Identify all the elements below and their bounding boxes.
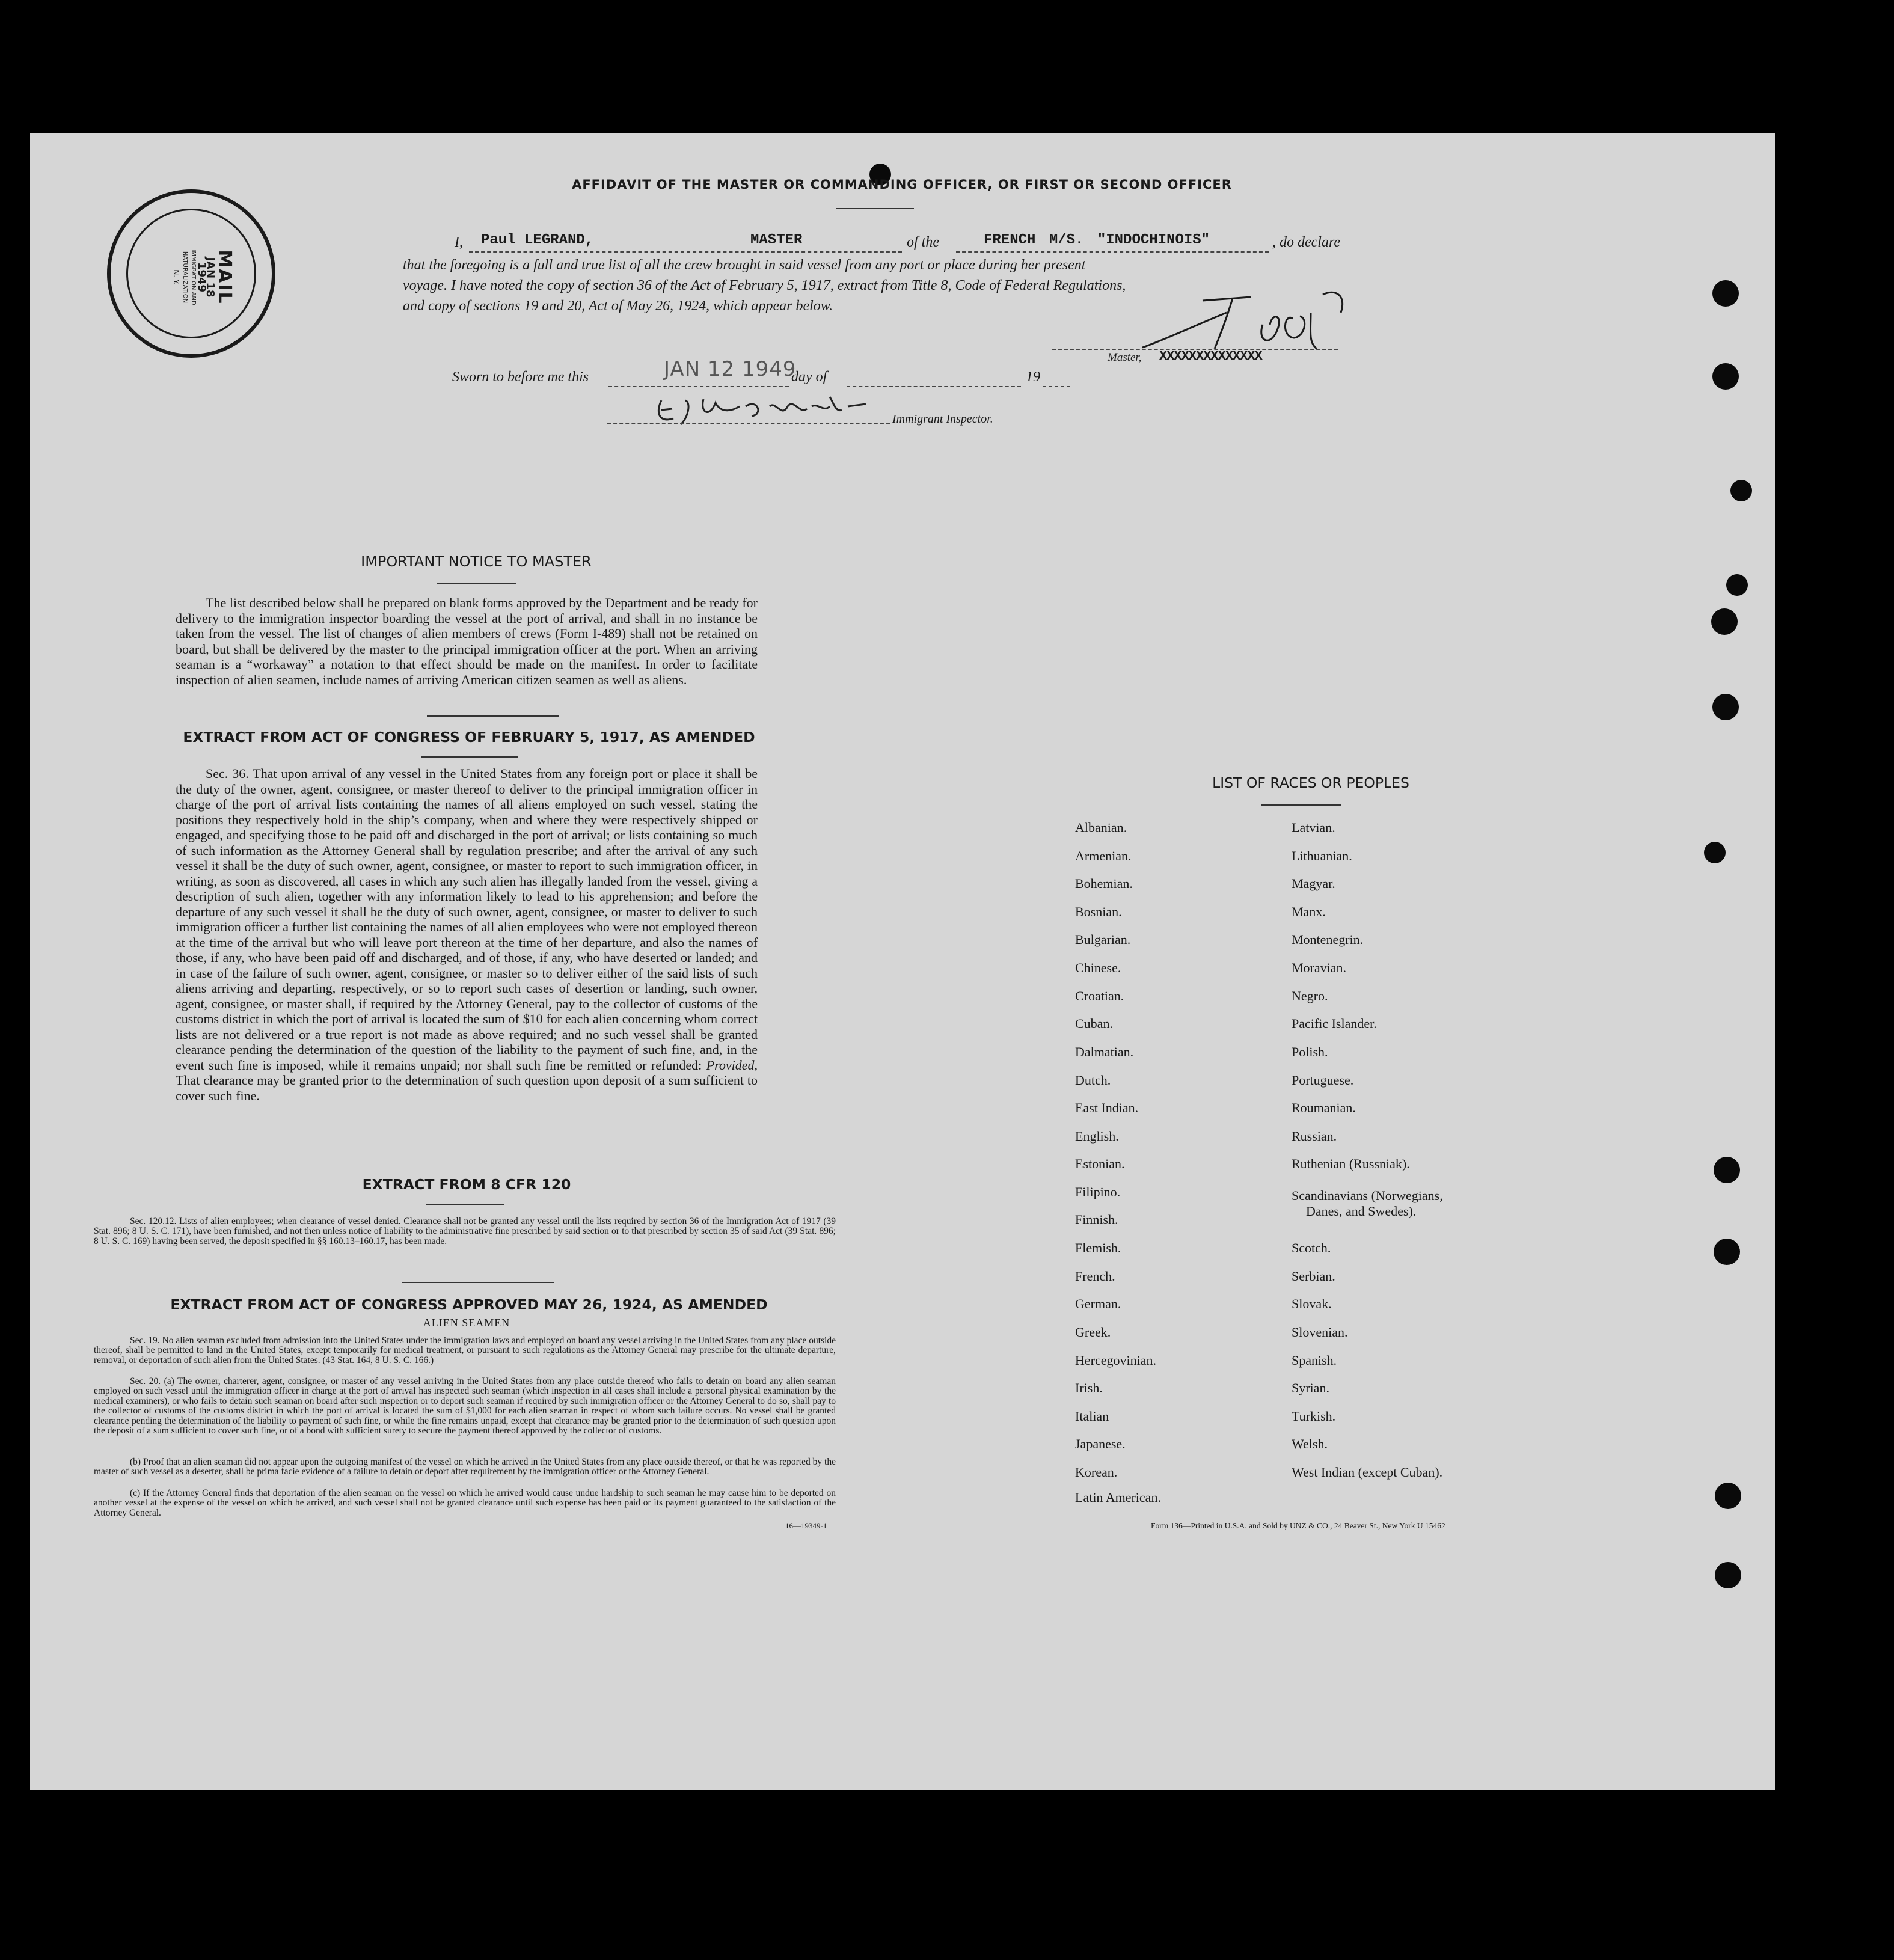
notice-body: The list described below shall be prepared on blank forms approved by the Department and be ready for delivery to the immigration inspector boarding the vessel at the port of arrival, and shall in no instance be taken from the vessel. The list of changes of alien members of crews (Form I-489) shall not be retained on board, but shall be delivered by the master to the principal immigration officer at the port. When an arriving seaman is a “workaway” a notation to that effect should be made on the manifest. In order to facilitate inspection of alien seamen, include names of arriving American citizen seamen as well as aliens. <box>176 595 758 687</box>
extract-1924-sec20b: (b) Proof that an alien seaman did not appear upon the outgoing manifest of the vessel on which he arrived in the United States from any place outside thereof, or that he was reported by the master of such vessel as a deserter, shall be prima facie evidence of a failure to detain or deport after requirement by the immigration officer or the Attorney General. <box>94 1457 836 1477</box>
extract-1917-body <box>176 766 758 1103</box>
race-item: Lithuanian. <box>1292 848 1352 863</box>
race-item: Dutch. <box>1075 1073 1111 1088</box>
punch-hole <box>1711 608 1738 635</box>
extract-cfr-title: EXTRACT FROM 8 CFR 120 <box>362 1176 571 1193</box>
race-item: Bohemian. <box>1075 876 1133 891</box>
race-item: Bosnian. <box>1075 904 1122 919</box>
punch-hole <box>1714 1157 1740 1183</box>
punch-hole <box>1712 280 1739 307</box>
race-item: Montenegrin. <box>1292 932 1364 947</box>
form-footer: Form 136—Printed in U.S.A. and Sold by UNZ & CO., 24 Beaver St., New York U 15462 <box>1151 1521 1445 1530</box>
race-item: Finnish. <box>1075 1212 1118 1227</box>
punch-hole <box>1712 363 1739 390</box>
race-item: Syrian. <box>1292 1380 1329 1395</box>
vessel-line <box>956 251 1269 253</box>
races-rule <box>1261 804 1341 806</box>
race-item: Portuguese. <box>1292 1073 1354 1088</box>
extract-1917-text: That upon arrival of any vessel in the United States from any foreign port or place it shall be the duty of the owner, agent, consignee, or master thereof to deliver to the principal immigration officer in charge of the port of arrival lists containing the names of all aliens employed on such vessel, stating the positions they respectively hold in the ship’s company, when and where they were respectively shipped or engaged, and specifying those to be paid off and discharged in the port of arrival; or lists containing so much of such information as the Attorney General shall by regulation prescribe; and after the arrival of any such vessel it shall be the duty of such owner, agent, consignee, or master to report to such immigration officer, in writing, as soon as discovered, all cases in which any such alien has illegally landed from the vessel, giving a description of such alien, together with any information likely to lead to his apprehension; and before the departure of any such vessel it shall be the duty of such owner, agent, consignee, or master to deliver to such immigration officer a further list containing the names of all alien employees who were not employed thereon at the time of the arrival but who will leave port thereon at the time of her departure, and also the names of those, if any, who have been paid off and discharged, and of those, if any, who have deserted or landed; and in case of the failure of such owner, agent, consignee, or master so to deliver either of the said lists of such aliens arriving and departing, respectively, or so to report such cases of desertion or landing, such owner, agent, consignee, or master shall, if required by the Attorney General, pay to the collector of customs of the customs district in which the port of arrival is located the sum of $10 for each alien concerning whom correct lists are not delivered or a true report is not made as above required; and no such vessel shall be granted clearance pending the determination of the question of the liability to the payment of such fine, and, in the event such fine is imposed, while it remains unpaid; nor shall such fine be remitted or refunded: <box>176 766 758 1073</box>
race-item: Estonian. <box>1075 1156 1125 1171</box>
stamp-mail: MAIL <box>214 250 235 305</box>
year-label: 19 <box>1026 369 1040 385</box>
race-item: Ruthenian (Russniak). <box>1292 1156 1410 1171</box>
race-item: Manx. <box>1292 904 1326 919</box>
extract-cfr-end-rule <box>402 1282 554 1283</box>
race-item: Filipino. <box>1075 1184 1121 1199</box>
race-item: Welsh. <box>1292 1436 1328 1451</box>
sworn-label: Sworn to before me this <box>452 369 589 385</box>
race-item: Scotch. <box>1292 1240 1331 1255</box>
extract-1924-title: EXTRACT FROM ACT OF CONGRESS APPROVED MAY 26, 1924, AS AMENDED <box>170 1296 768 1313</box>
race-item: Korean. <box>1075 1465 1118 1480</box>
extract-1917-rule <box>421 756 518 758</box>
inspector-label: Immigrant Inspector. <box>892 412 993 426</box>
year-line <box>1043 386 1070 387</box>
month-line <box>847 386 1021 387</box>
race-item: Latvian. <box>1292 820 1335 835</box>
race-item: Flemish. <box>1075 1240 1121 1255</box>
extract-1917-sec: Sec. 36. <box>206 766 249 781</box>
race-item: Japanese. <box>1075 1436 1126 1451</box>
vessel-name: FRENCH M/S. "INDOCHINOIS" <box>984 232 1210 248</box>
mail-stamp <box>107 189 275 358</box>
stamp-office: IMMIGRATION AND NATURALIZATION <box>182 249 197 305</box>
race-item: Slovenian. <box>1292 1325 1348 1340</box>
punch-hole <box>1715 1483 1741 1509</box>
extract-cfr-body: Sec. 120.12. Lists of alien employees; when clearance of vessel denied. Clearance shall not be granted any vessel until the lists required by section 36 of the Immigration Act of 1917 (39 Stat. 896; 8 U. S. C. 171), have been furnished, and not then unless notice of liability to the administrative fine prescribed by said section or to that prescribed by section 35 of said Act (39 Stat. 896; 8 U. S. C. 169) having been served, the deposit specified in §§ 160.13–160.17, has been made. <box>94 1216 836 1246</box>
name-line <box>469 251 902 253</box>
master-signature <box>1130 277 1371 361</box>
race-item: Roumanian. <box>1292 1100 1356 1115</box>
form-code: 16—19349-1 <box>785 1521 827 1530</box>
day-of: day of <box>791 369 827 385</box>
notice-rule <box>437 583 516 584</box>
extract-1917-title: EXTRACT FROM ACT OF CONGRESS OF FEBRUARY 5, 1917, AS AMENDED <box>183 729 755 746</box>
race-item: Cuban. <box>1075 1016 1113 1031</box>
race-item: Armenian. <box>1075 848 1132 863</box>
race-item: Pacific Islander. <box>1292 1016 1377 1031</box>
affidavit-line-2: that the foregoing is a full and true list of all the crew brought in said vessel from any port or place during her present <box>403 257 1086 273</box>
race-item: Chinese. <box>1075 960 1121 975</box>
race-item: Serbian. <box>1292 1269 1335 1284</box>
race-item: Greek. <box>1075 1325 1111 1340</box>
affidavit-line-4: and copy of sections 19 and 20, Act of May 26, 1924, which appear below. <box>403 298 833 314</box>
races-title: LIST OF RACES OR PEOPLES <box>1212 774 1409 791</box>
punch-hole <box>1704 842 1726 863</box>
affidavit-i: I, <box>455 234 463 250</box>
extract-1917-tail: That clearance may be granted prior to the determination of such question upon deposit of a sum sufficient to cover such fine. <box>176 1073 758 1103</box>
race-item: Dalmatian. <box>1075 1044 1134 1059</box>
race-item: Russian. <box>1292 1129 1337 1144</box>
race-item: Scandinavians (Norwegians, <box>1292 1188 1443 1203</box>
race-item: Spanish. <box>1292 1353 1337 1368</box>
master-label: Master, <box>1108 351 1142 364</box>
race-item: Slovak. <box>1292 1296 1332 1311</box>
race-item: Polish. <box>1292 1044 1328 1059</box>
punch-hole <box>1714 1239 1740 1265</box>
race-item: French. <box>1075 1269 1115 1284</box>
master-rank: MASTER <box>750 232 803 248</box>
race-item: Moravian. <box>1292 960 1347 975</box>
race-item: Croatian. <box>1075 988 1124 1003</box>
extract-1924-sec20a: Sec. 20. (a) The owner, charterer, agent, consignee, or master of any vessel arriving in the United States from any place outside thereof who fails to detain on board any alien seaman employed on such vessel until the immigration officer in charge at the port of arrival has inspected such seaman (which inspection in all cases shall include a personal physical examination by the medical examiners), or who fails to detain such seaman on board after such inspection or to deport such seaman if required by such immigration officer or the Attorney General to do so, shall pay to the collector of customs of the customs district in which the port of arrival is located the sum of $1,000 for each alien seaman in respect of whom such failure occurs. No vessel shall be granted clearance pending the determination of the liability to payment of such fine, or while the fine remains unpaid, except that clearance may be granted prior to the determination of such question upon the deposit of a sum sufficient to cover such fine, or of a bond with sufficient surety to secure the payment thereof approved by the collector of customs. <box>94 1376 836 1436</box>
punch-hole <box>1712 694 1739 720</box>
extract-cfr-rule <box>426 1204 504 1205</box>
extract-1917-provided: Provided, <box>706 1057 758 1073</box>
race-item: Italian <box>1075 1409 1109 1424</box>
affidavit-title: AFFIDAVIT OF THE MASTER OR COMMANDING OFFICER, OR FIRST OR SECOND OFFICER <box>572 177 1232 192</box>
extract-1924-subtitle: ALIEN SEAMEN <box>423 1317 510 1329</box>
race-item: Danes, and Swedes). <box>1306 1204 1417 1219</box>
race-item: Bulgarian. <box>1075 932 1131 947</box>
stamp-city: N. Y. <box>172 269 180 285</box>
race-item: Hercegovinian. <box>1075 1353 1156 1368</box>
race-item: German. <box>1075 1296 1121 1311</box>
race-item: Irish. <box>1075 1380 1103 1395</box>
race-item: Magyar. <box>1292 876 1335 891</box>
sworn-date-stamp: JAN 12 1949 <box>664 357 797 381</box>
race-item: Latin American. <box>1075 1490 1161 1505</box>
race-item: Turkish. <box>1292 1409 1336 1424</box>
punch-hole <box>1715 1562 1741 1588</box>
notice-end-rule <box>427 715 559 717</box>
notice-title: IMPORTANT NOTICE TO MASTER <box>361 553 592 570</box>
punch-hole <box>1726 574 1748 596</box>
title-rule <box>836 208 914 209</box>
struck-title: XXXXXXXXXXXXXX <box>1159 349 1262 364</box>
punch-hole <box>1730 480 1752 501</box>
of-the: of the <box>907 234 939 250</box>
race-item: English. <box>1075 1129 1119 1144</box>
stamp-date: JAN 18 1949 <box>195 257 216 298</box>
race-item: Albanian. <box>1075 820 1127 835</box>
race-item: West Indian (except Cuban). <box>1292 1465 1443 1480</box>
sworn-date-line <box>608 386 789 387</box>
race-item: East Indian. <box>1075 1100 1139 1115</box>
affidavit-line-3: voyage. I have noted the copy of section 36 of the Act of February 5, 1917, extract from Title 8, Code of Federal Regulations, <box>403 278 1126 293</box>
master-name: Paul LEGRAND, <box>481 232 594 248</box>
extract-1924-sec20c: (c) If the Attorney General finds that deportation of the alien seaman on the vessel on which he arrived would cause undue hardship to such seaman he may cause him to be deported on another vessel at the expense of the vessel on which he arrived, and such vessel shall not be granted clearance until such expense has been paid or its payment guaranteed to the satisfaction of the Attorney General. <box>94 1488 836 1518</box>
do-declare: , do declare <box>1272 234 1341 250</box>
race-item: Negro. <box>1292 988 1328 1003</box>
inspector-line <box>607 423 890 424</box>
extract-1924-sec19: Sec. 19. No alien seaman excluded from admission into the United States under the immigration laws and employed on board any vessel arriving in the United States from any place outside thereof, shall be permitted to land in the United States, except temporarily for medical treatment, or pursuant to such regulations as the Attorney General may prescribe for the ultimate departure, removal, or deportation of such alien from the United States. (43 Stat. 164, 8 U. S. C. 166.) <box>94 1335 836 1365</box>
